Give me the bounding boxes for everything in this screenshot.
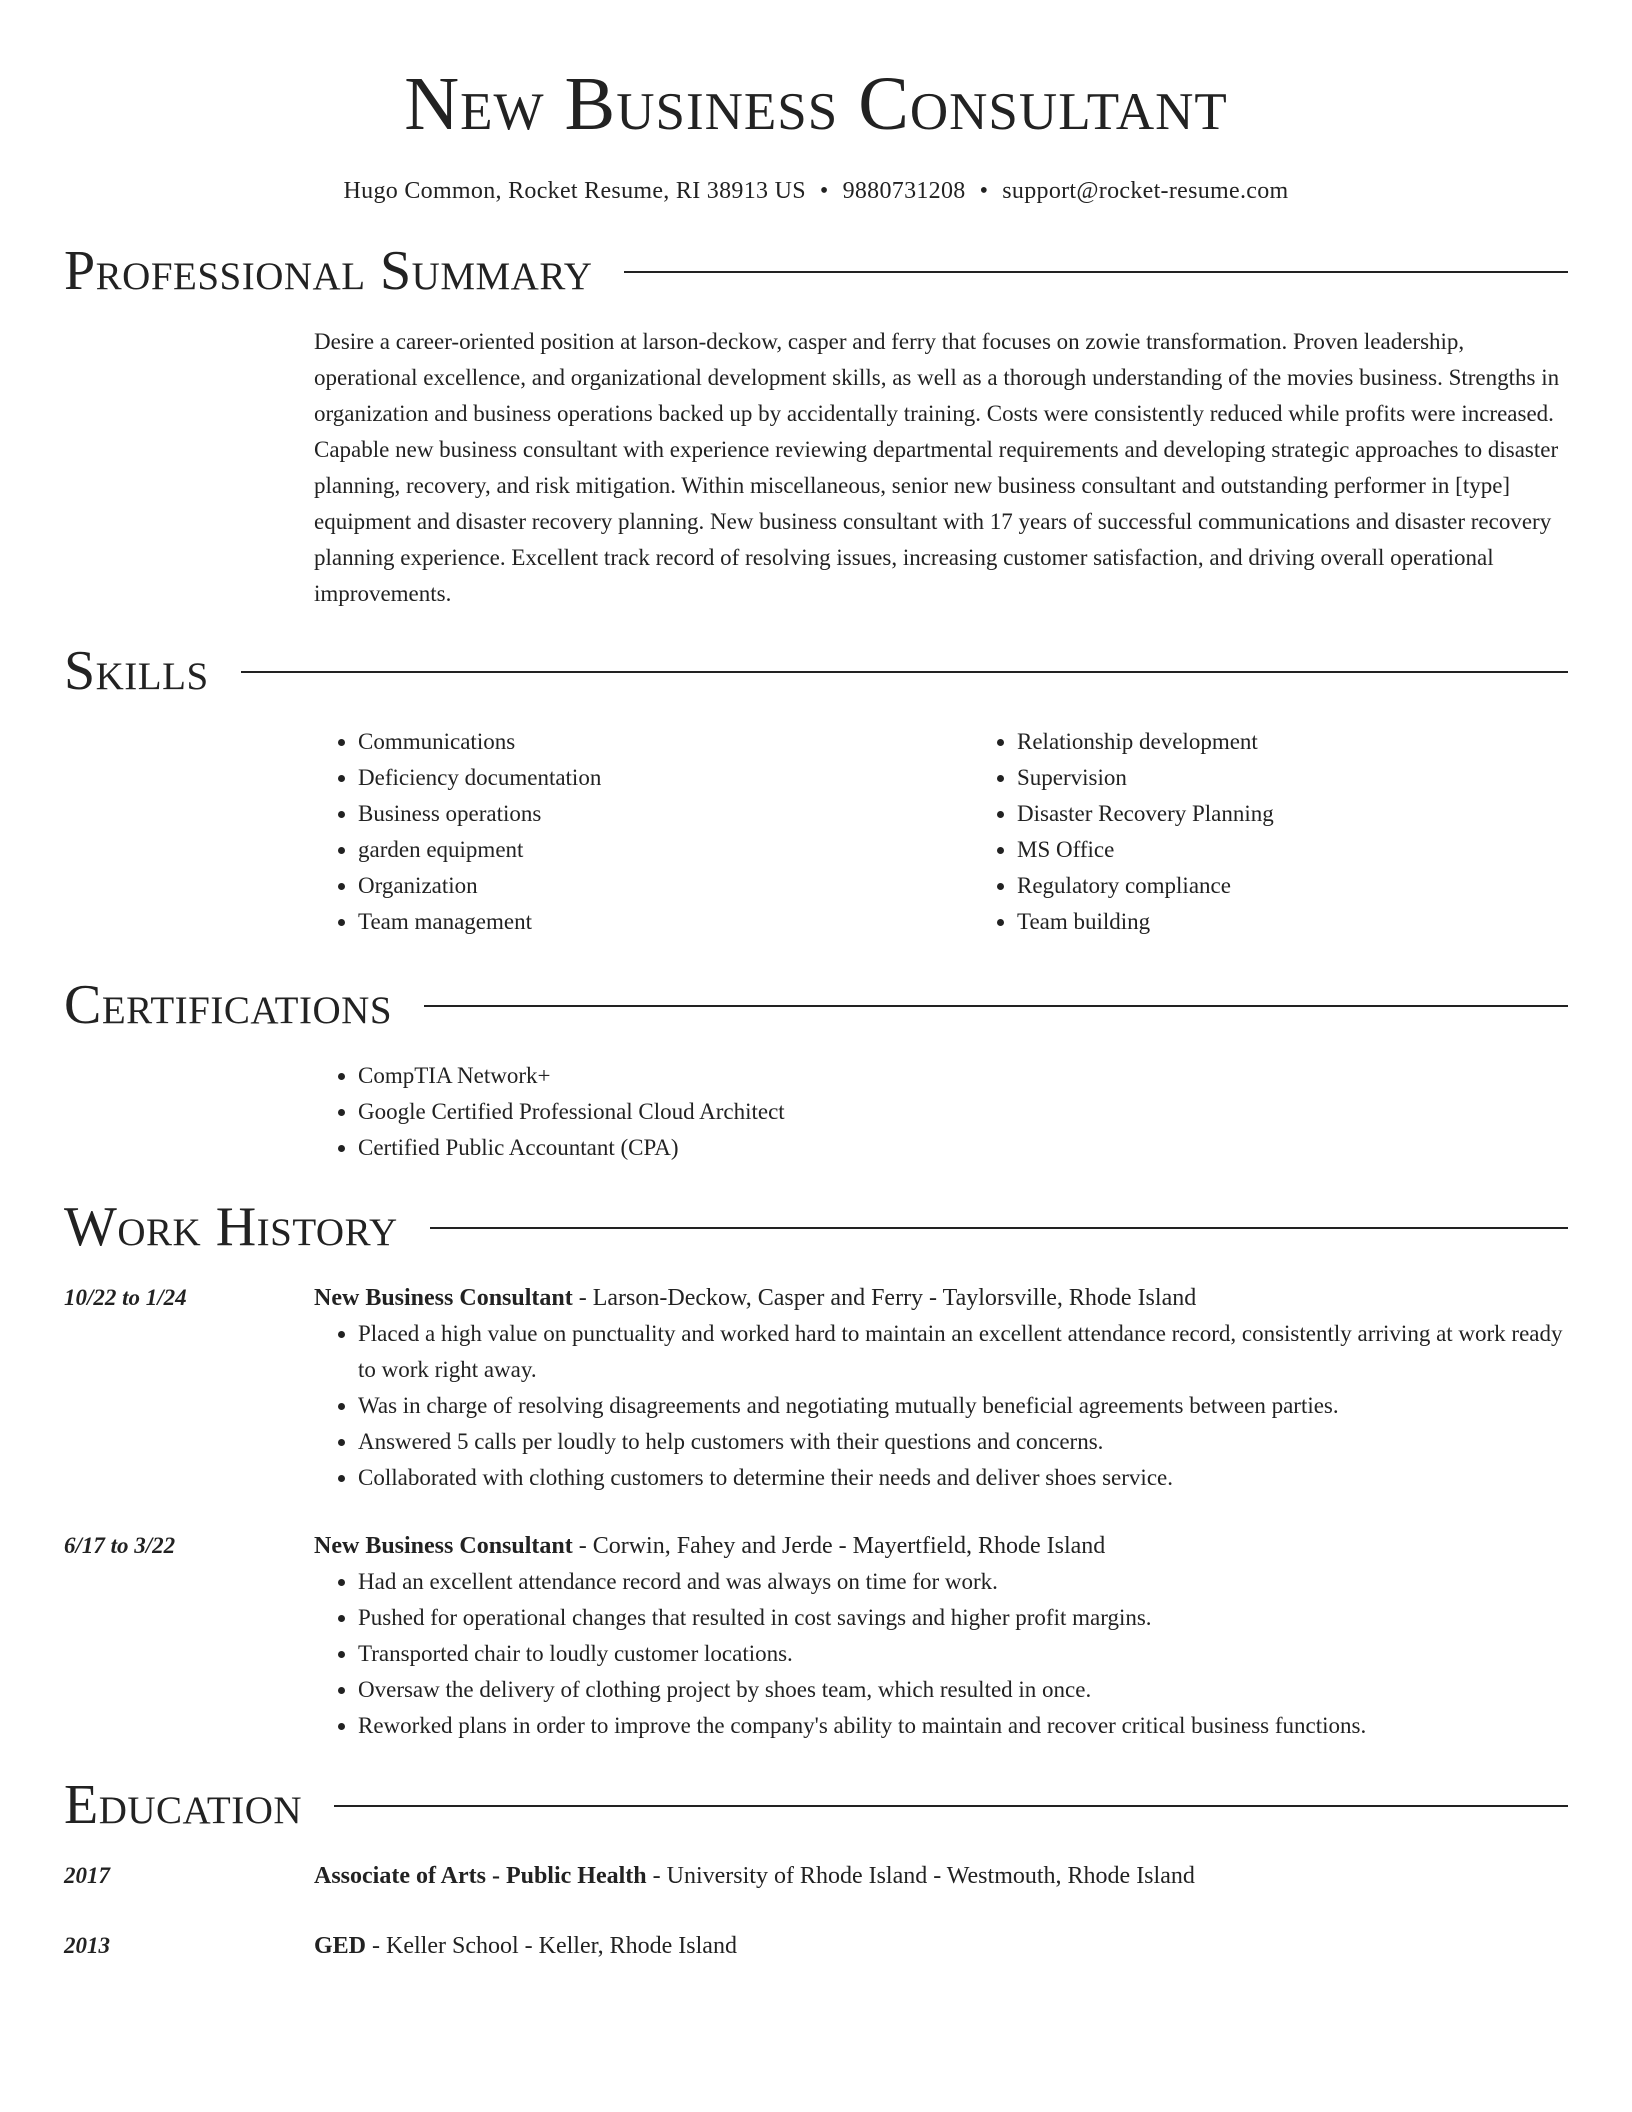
skill-item: • Deficiency documentation xyxy=(358,760,973,796)
job-bullet: • Answered 5 calls per loudly to help customers with their questions and concerns. xyxy=(358,1424,1568,1460)
skill-item: • Disaster Recovery Planning xyxy=(1017,796,1632,832)
education-degree: Associate of Arts - Public Health xyxy=(314,1863,647,1889)
skill-item: • MS Office xyxy=(1017,832,1632,868)
job-bullet: • Oversaw the delivery of clothing project by shoes team, which resulted in once. xyxy=(358,1672,1568,1708)
skill-item: • Communications xyxy=(358,724,973,760)
skill-item: • Relationship development xyxy=(1017,724,1632,760)
section-title-summary: Professional Summary xyxy=(64,240,593,302)
job-employer: - Larson-Deckow, Casper and Ferry - Taylorsville, Rhode Island xyxy=(572,1285,1197,1311)
section-divider xyxy=(624,271,1568,273)
section-divider xyxy=(241,671,1568,673)
job-bullets xyxy=(314,1316,1568,1496)
section-divider xyxy=(424,1005,1568,1007)
job-role: New Business Consultant xyxy=(314,1533,573,1559)
contact-email[interactable]: support@rocket-resume.com xyxy=(1002,178,1289,204)
skill-item: • Team building xyxy=(1017,904,1632,940)
section-header xyxy=(64,1774,1568,1836)
skill-item: • Organization xyxy=(358,868,973,904)
certifications-body xyxy=(314,1058,1568,1166)
certification-item: • Google Certified Professional Cloud Architect xyxy=(358,1094,1568,1130)
section-header xyxy=(64,240,1568,302)
section-header xyxy=(64,640,1568,702)
contact-separator: • xyxy=(819,178,829,204)
section-title-certifications: Certifications xyxy=(64,974,393,1036)
job-bullet: • Was in charge of resolving disagreements and negotiating mutually beneficial agreements between parties. xyxy=(358,1388,1568,1424)
job-employer: - Corwin, Fahey and Jerde - Mayertfield, Rhode Island xyxy=(572,1533,1106,1559)
section-header xyxy=(64,1196,1568,1258)
skills-grid xyxy=(314,724,1568,940)
summary-text: Desire a career-oriented position at larson-deckow, casper and ferry that focuses on zowie transformation. Proven leadership, operational excellence, and organizational development skills, as well as a thorough understanding of the movies business. Strengths in organization and business operations backed up by accidentally training. Costs were consistently reduced while profits were increased. Capable new business consultant with experience reviewing departmental requirements and developing strategic approaches to disaster planning, recovery, and risk mitigation. Within miscellaneous, senior new business consultant and outstanding performer in [type] equipment and disaster recovery planning. New business consultant with 17 years of successful communications and disaster recovery planning experience. Excellent track record of resolving issues, increasing customer satisfaction, and driving overall operational improvements. xyxy=(314,329,1560,606)
skill-item: • Supervision xyxy=(1017,760,1632,796)
job-bullet: • Had an excellent attendance record and was always on time for work. xyxy=(358,1564,1568,1600)
job-bullet: • Pushed for operational changes that resulted in cost savings and higher profit margins. xyxy=(358,1600,1568,1636)
education-details xyxy=(314,1928,1568,1964)
section-title-education: Education xyxy=(64,1774,303,1836)
job-role: New Business Consultant xyxy=(314,1285,573,1311)
skill-item: • garden equipment xyxy=(358,832,973,868)
job-bullet: • Reworked plans in order to improve the company's ability to maintain and recover critical business functions. xyxy=(358,1708,1568,1744)
job-heading xyxy=(314,1280,1568,1316)
job-heading xyxy=(314,1528,1568,1564)
certification-item: • Certified Public Accountant (CPA) xyxy=(358,1130,1568,1166)
job-bullet: • Transported chair to loudly customer locations. xyxy=(358,1636,1568,1672)
certification-item: • CompTIA Network+ xyxy=(358,1058,1568,1094)
education-degree: GED xyxy=(314,1933,367,1959)
job-entry xyxy=(64,1528,1568,1744)
education-section xyxy=(64,1774,1568,1964)
certifications-list xyxy=(314,1058,1568,1166)
skills-list-left xyxy=(314,724,973,940)
contact-phone: 9880731208 xyxy=(842,178,966,204)
job-entry xyxy=(64,1280,1568,1496)
contact-line xyxy=(64,176,1568,206)
job-bullet: • Placed a high value on punctuality and worked hard to maintain an excellent attendance record, consistently arriving at work ready to work right away. xyxy=(358,1316,1568,1388)
skills-list-right xyxy=(973,724,1632,940)
job-dates: 6/17 to 3/22 xyxy=(64,1533,176,1558)
education-entry xyxy=(64,1858,1568,1894)
education-school: - University of Rhode Island - Westmouth, Rhode Island xyxy=(646,1863,1195,1889)
section-title-work-history: Work History xyxy=(64,1196,398,1258)
skill-item: • Business operations xyxy=(358,796,973,832)
summary-section xyxy=(64,240,1568,612)
skill-item: • Regulatory compliance xyxy=(1017,868,1632,904)
education-school: - Keller School - Keller, Rhode Island xyxy=(366,1933,737,1959)
work-history-section xyxy=(64,1196,1568,1744)
job-bullets xyxy=(314,1564,1568,1744)
summary-body xyxy=(314,324,1568,612)
skills-section xyxy=(64,640,1568,940)
section-title-skills: Skills xyxy=(64,640,209,702)
education-year: 2013 xyxy=(64,1933,110,1958)
skill-item: • Team management xyxy=(358,904,973,940)
section-divider xyxy=(334,1805,1568,1807)
job-details xyxy=(314,1280,1568,1496)
education-details xyxy=(314,1858,1568,1894)
candidate-name: New Business Consultant xyxy=(404,62,1228,146)
certifications-section xyxy=(64,974,1568,1166)
contact-separator: • xyxy=(979,178,989,204)
job-details xyxy=(314,1528,1568,1744)
job-bullet: • Collaborated with clothing customers to determine their needs and deliver shoes service. xyxy=(358,1460,1568,1496)
education-year: 2017 xyxy=(64,1863,110,1888)
section-header xyxy=(64,974,1568,1036)
education-entry xyxy=(64,1928,1568,1964)
section-divider xyxy=(430,1227,1568,1229)
contact-address: Hugo Common, Rocket Resume, RI 38913 US xyxy=(343,178,806,204)
job-dates: 10/22 to 1/24 xyxy=(64,1285,187,1310)
